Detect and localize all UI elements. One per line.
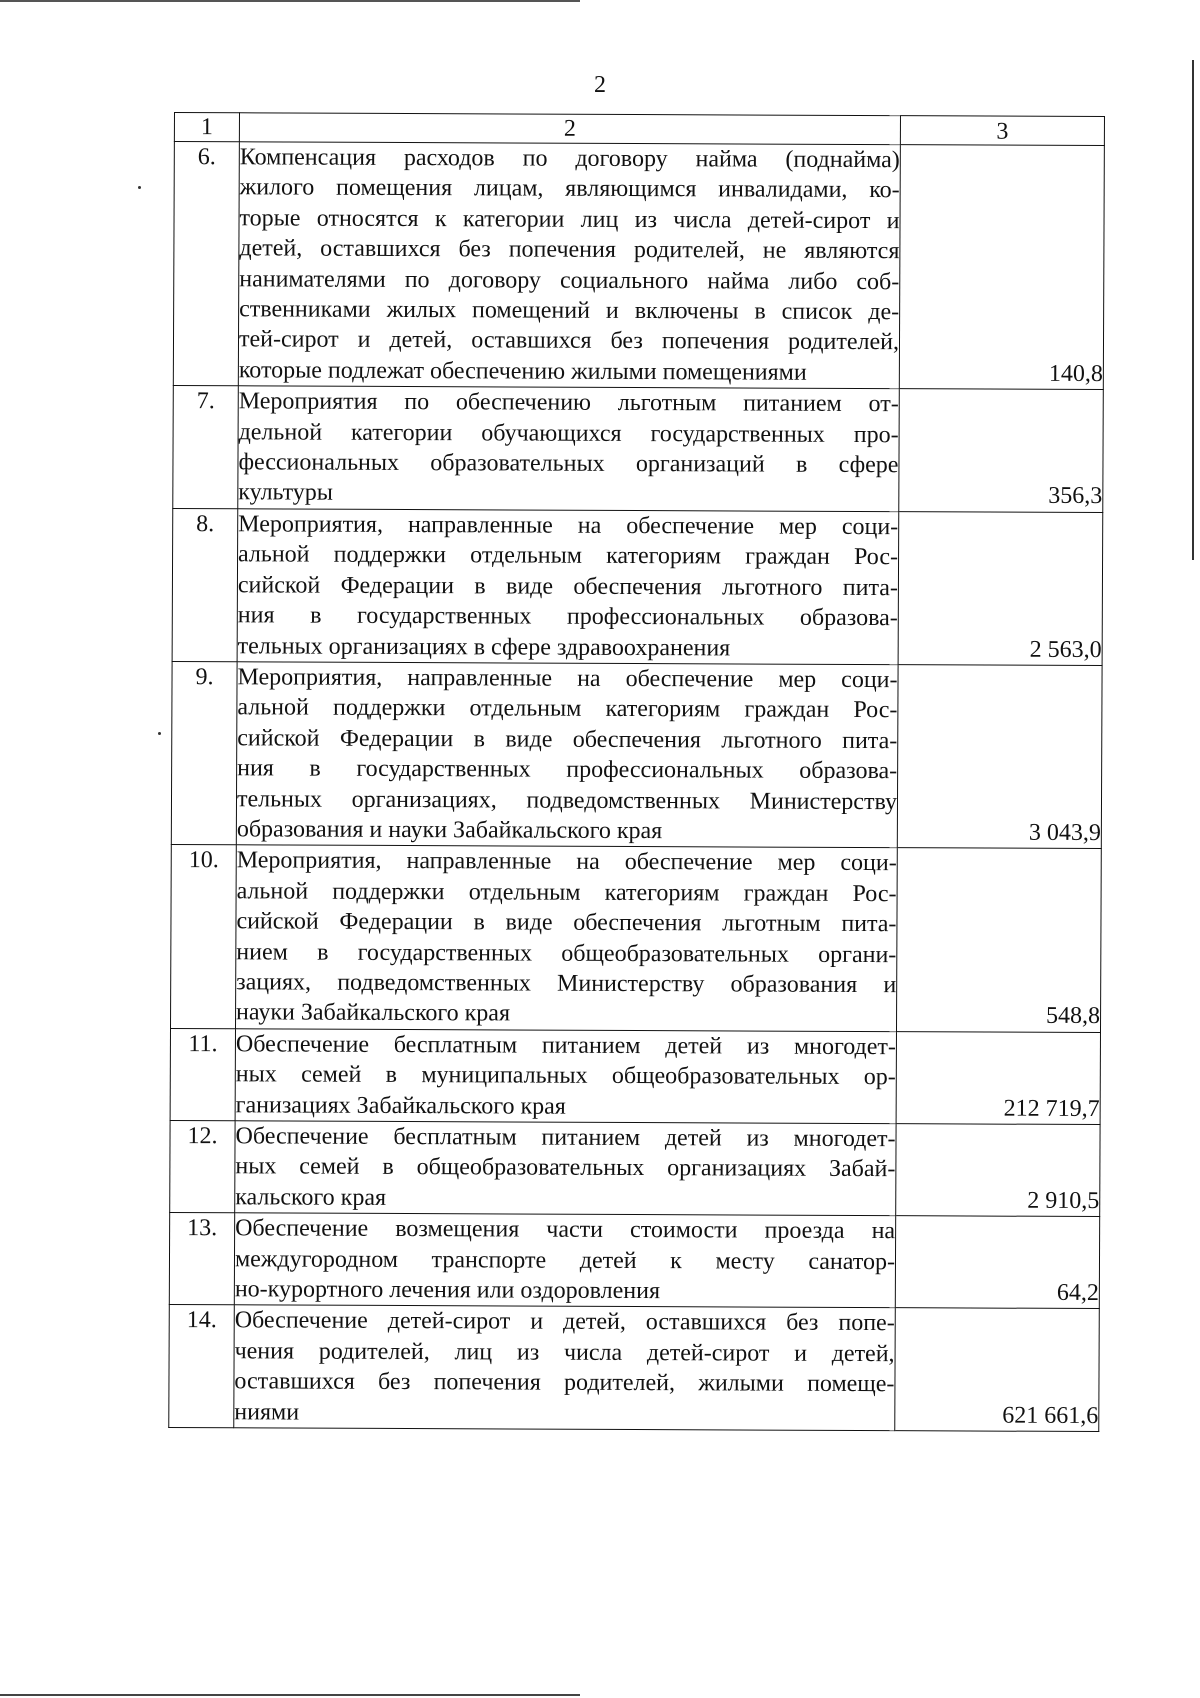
description-line: детей, оставшихся без попечения родителей, не являются (239, 235, 900, 265)
description-line: Мероприятия, направленные на обеспечение мер соци- (237, 664, 898, 694)
row-number: 8. (172, 508, 238, 661)
description-line: ганизациях Забайкальского края (235, 1091, 566, 1120)
description-line: образования и науки Забайкальского края (236, 816, 663, 845)
header-cell-2: 2 (239, 113, 900, 145)
description-line: Обеспечение детей-сирот и детей, оставшихся без попе- (234, 1307, 895, 1337)
row-number: 10. (171, 845, 237, 1029)
row-number: 12. (170, 1120, 235, 1213)
scan-edge-bottom (0, 1694, 580, 1696)
description-line: сийской Федерации в виде обеспечения льготного пита- (237, 725, 898, 754)
description-line: жилого помещения лицам, являющимся инвалидами, ко- (239, 174, 900, 204)
table-row (173, 142, 1104, 390)
description-line: альной поддержки отдельным категориям граждан Рос- (237, 694, 898, 724)
description-line: ных семей в муниципальных общеобразовательных ор- (235, 1061, 896, 1091)
description-line: Мероприятия по обеспечению льготным питанием от- (238, 388, 899, 418)
scan-edge-top (0, 0, 580, 2)
table-row (169, 1213, 1099, 1309)
row-description (234, 1305, 896, 1431)
row-description (235, 1029, 896, 1124)
description-line: нанимателями по договору социального найма либо соб- (239, 265, 900, 295)
row-amount: 356,3 (899, 389, 1104, 513)
description-line: сийской Федерации в виде обеспечения льготным пита- (236, 908, 897, 938)
row-number: 9. (171, 661, 237, 845)
description-line: ния в государственных профессиональных образова- (237, 755, 898, 785)
row-amount: 64,2 (895, 1216, 1099, 1309)
row-amount: 3 043,9 (897, 665, 1102, 849)
row-number: 7. (173, 386, 239, 509)
row-description (236, 662, 898, 848)
row-amount: 140,8 (899, 145, 1104, 390)
row-amount: 2 563,0 (898, 512, 1103, 666)
row-description (234, 1213, 895, 1308)
budget-table (168, 112, 1105, 1432)
description-line: Обеспечение бесплатным питанием детей из многодет- (235, 1123, 896, 1153)
description-line: тельных организациях в сфере здравоохранения (237, 632, 731, 661)
description-line: кальского края (235, 1184, 387, 1211)
row-amount: 621 661,6 (895, 1308, 1100, 1432)
description-line: Обеспечение возмещения части стоимости проезда на (235, 1215, 896, 1245)
table-header-row (174, 113, 1104, 146)
header-cell-1: 1 (174, 113, 239, 142)
description-line: торые относятся к категории лиц из числа детей-сирот и (239, 205, 900, 234)
row-number: 13. (169, 1213, 234, 1306)
row-description (238, 142, 900, 389)
scan-speck (138, 186, 141, 189)
row-description (235, 1121, 896, 1216)
description-line: науки Забайкальского края (236, 999, 511, 1027)
row-description (236, 845, 898, 1031)
description-line: Обеспечение бесплатным питанием детей из многодет- (235, 1031, 896, 1060)
table-row (172, 508, 1103, 665)
description-line: Компенсация расходов по договору найма (поднайма) (239, 144, 900, 174)
table-row (170, 1120, 1100, 1216)
description-line: Мероприятия, направленные на обеспечение мер соци- (238, 511, 899, 541)
description-line: тельных организациях, подведомственных Министерству (236, 785, 898, 815)
description-line: фессиональных образовательных организаций в сфере (238, 449, 899, 479)
row-description (237, 509, 899, 665)
table-row (171, 845, 1102, 1032)
page-number: 2 (594, 72, 606, 98)
description-line: альной поддержки отдельным категориям граждан Рос- (238, 541, 899, 571)
table-row (170, 1028, 1100, 1124)
description-line: которые подлежат обеспечению жилыми помещениями (238, 357, 807, 386)
description-line: нием в государственных общеобразовательных органи- (236, 938, 897, 968)
description-line: ных семей в общеобразовательных организациях Забай- (235, 1153, 896, 1183)
row-number: 11. (170, 1028, 235, 1121)
description-line: сийской Федерации в виде обеспечения льготного пита- (237, 571, 898, 601)
description-line: зациях, подведомственных Министерству образования и (236, 969, 897, 999)
table-row (173, 386, 1104, 513)
row-number: 6. (173, 142, 239, 387)
row-number: 14. (169, 1305, 235, 1428)
description-line: ниями (234, 1398, 300, 1426)
description-line: альной поддержки отдельным категориям граждан Рос- (236, 878, 897, 907)
row-amount: 548,8 (896, 848, 1101, 1032)
row-amount: 2 910,5 (896, 1124, 1100, 1217)
description-line: но-курортного лечения или оздоровления (234, 1276, 661, 1305)
description-line: ния в государственных профессиональных образова- (237, 602, 898, 632)
row-amount: 212 719,7 (896, 1031, 1100, 1124)
description-line: оставшихся без попечения родителей, жилыми помеще- (234, 1368, 895, 1398)
table-row (169, 1305, 1100, 1432)
scan-edge-right (1192, 60, 1194, 560)
description-line: тей-сирот и детей, оставшихся без попечения родителей, (238, 326, 900, 356)
scan-speck (158, 732, 161, 735)
description-line: междугородном транспорте детей к месту санатор- (234, 1245, 896, 1275)
description-line: ственниками жилых помещений и включены в список де- (239, 296, 900, 326)
row-description (238, 386, 900, 512)
header-cell-3: 3 (900, 116, 1104, 146)
description-line: чения родителей, лиц из числа детей-сирот и детей, (234, 1338, 895, 1367)
description-line: культуры (238, 479, 333, 507)
description-line: дельной категории обучающихся государственных про- (238, 418, 899, 448)
table-row (171, 661, 1102, 848)
description-line: Мероприятия, направленные на обеспечение мер соци- (236, 847, 897, 877)
